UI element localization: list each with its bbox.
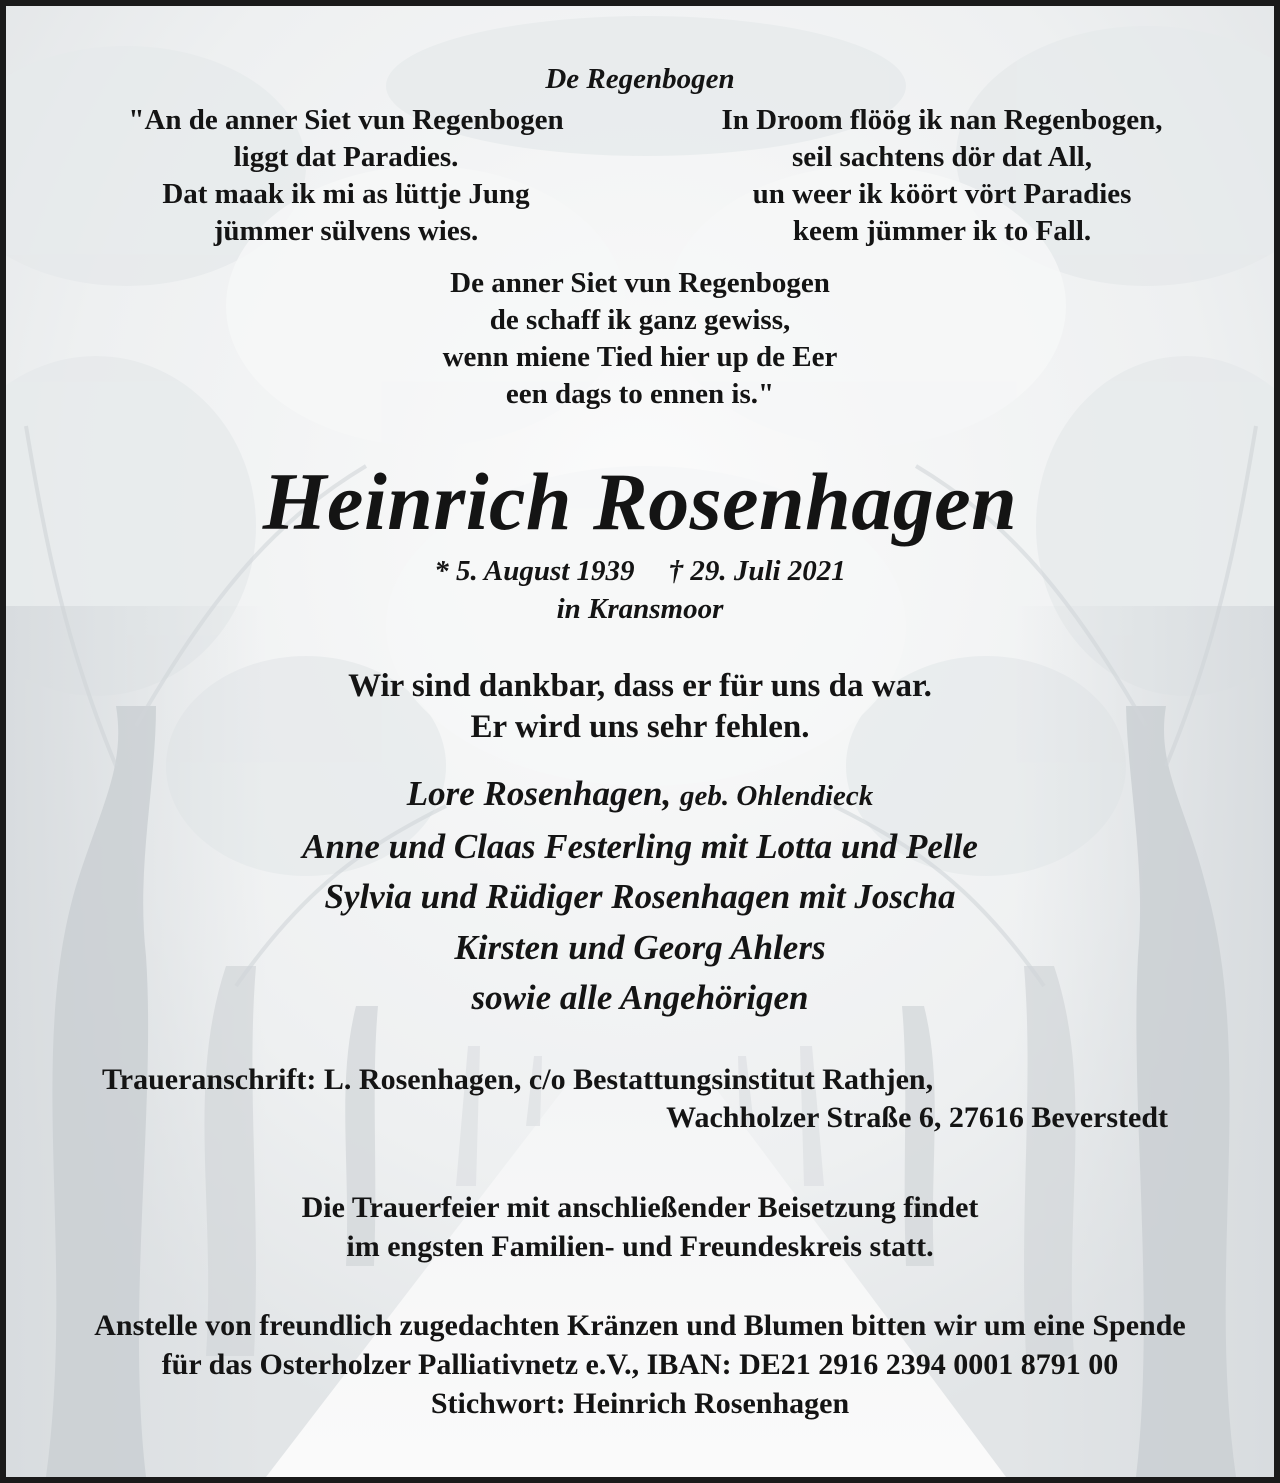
mourners-list — [6, 769, 1274, 1024]
birth-date: * 5. August 1939 — [434, 555, 635, 587]
mourning-address-line-1: Traueranschrift: L. Rosenhagen, c/o Bestattungsinstitut Rathjen, — [102, 1063, 934, 1096]
donation-line: Anstelle von freundlich zugedachten Kränzen und Blumen bitten wir um eine Spende — [94, 1309, 1186, 1342]
poem-line: Dat maak ik mi as lüttje Jung — [162, 178, 530, 210]
poem-line: een dags to ennen is." — [505, 378, 775, 410]
donation-line: Stichwort: Heinrich Rosenhagen — [430, 1387, 850, 1420]
mourning-address-line-2: Wachholzer Straße 6, 27616 Beverstedt — [666, 1101, 1168, 1134]
poem-line: jümmer sülvens wies. — [213, 215, 479, 247]
deceased-name: Heinrich Rosenhagen — [262, 456, 1018, 547]
poem-line: In Droom flöög ik nan Regenbogen, — [721, 104, 1163, 136]
poem-line: liggt dat Paradies. — [233, 141, 459, 173]
mourner-line: Anne und Claas Festerling mit Lotta und Pelle — [302, 826, 978, 866]
life-dates — [6, 554, 1274, 588]
donation-request — [6, 1306, 1274, 1423]
poem-line: wenn miene Tied hier up de Eer — [442, 341, 838, 373]
donation-line: für das Osterholzer Palliativnetz e.V., IBAN: DE21 2916 2394 0001 8791 00 — [161, 1348, 1119, 1381]
poem-line: de schaff ik ganz gewiss, — [489, 304, 791, 336]
gratitude-line: Er wird uns sehr fehlen. — [470, 709, 810, 745]
gratitude-line: Wir sind dankbar, dass er für uns da war. — [348, 668, 932, 704]
mourner-spouse — [6, 769, 1274, 822]
mourner-line: Kirsten und Georg Ahlers — [454, 927, 826, 967]
poem-line: keem jümmer ik to Fall. — [792, 215, 1092, 247]
death-date: † 29. Juli 2021 — [668, 555, 846, 587]
funeral-service-note — [6, 1188, 1274, 1266]
mourner-line: Sylvia und Rüdiger Rosenhagen mit Joscha — [324, 877, 956, 916]
poem-line: De anner Siet vun Regenbogen — [450, 267, 830, 299]
poem-line: "An de anner Siet vun Regenbogen — [128, 104, 564, 136]
poem-stanza-left — [46, 102, 646, 250]
poem-line: seil sachtens dör dat All, — [792, 141, 1092, 173]
place-of-death: in Kransmoor — [556, 593, 724, 625]
spouse-name: Lore Rosenhagen, — [406, 774, 672, 813]
service-line: Die Trauerfeier mit anschließender Beisetzung findet — [301, 1191, 979, 1224]
gratitude-text — [6, 666, 1274, 748]
poem-title: De Regenbogen — [545, 63, 735, 95]
mourner-line: sowie alle Angehörigen — [471, 978, 809, 1017]
poem-stanza-right — [642, 102, 1242, 250]
spouse-maiden-name: geb. Ohlendieck — [679, 780, 874, 812]
poem-stanza-center — [6, 265, 1274, 413]
service-line: im engsten Familien- und Freundeskreis statt. — [346, 1230, 934, 1263]
poem-line: un weer ik köört vört Paradies — [752, 178, 1132, 210]
notice-content — [6, 6, 1274, 1477]
